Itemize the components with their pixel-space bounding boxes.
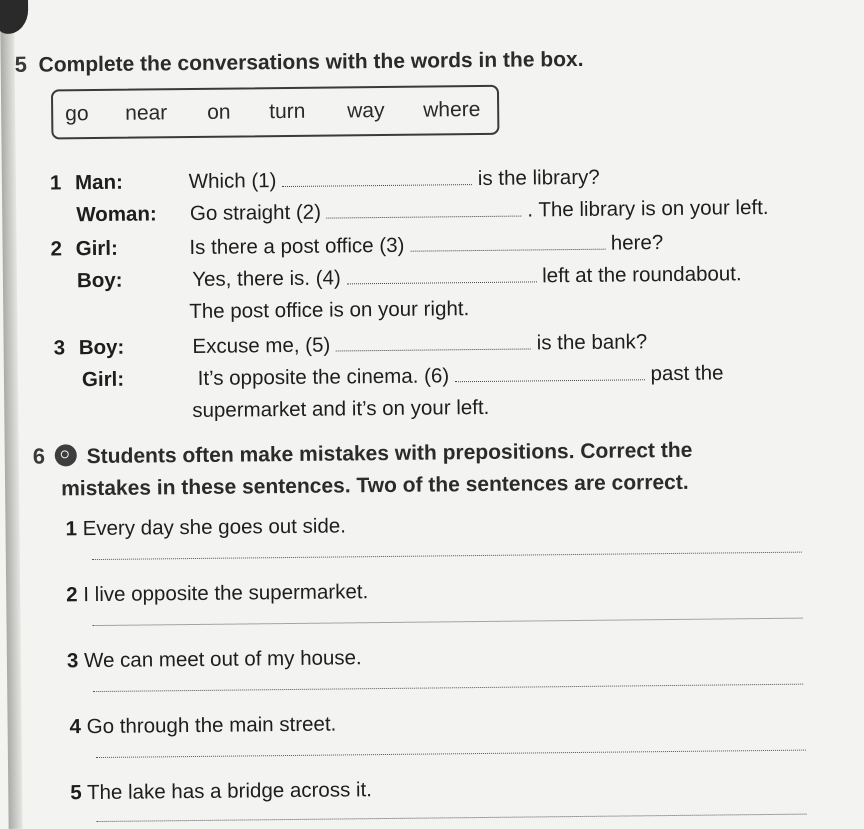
sentence-text: Every day she goes out side.: [82, 514, 347, 541]
conversation-number: 3: [53, 336, 66, 360]
line-text-before: Go straight (2): [189, 200, 322, 226]
speaker-label: Man:: [74, 170, 123, 195]
answer-blank-2[interactable]: [327, 216, 522, 219]
line-text-after: past the: [650, 361, 724, 386]
sentence-number: 3: [66, 649, 79, 673]
sentence-4: [69, 713, 336, 740]
sentence-text: Go through the main street.: [86, 712, 337, 739]
answer-line-2[interactable]: [93, 618, 803, 626]
exercise-6-instruction-line-1: Students often make mistakes with prepositions. Correct the: [86, 438, 693, 469]
sentence-text: I live opposite the supermarket.: [83, 580, 369, 607]
exercise-5-number: 5: [14, 51, 28, 77]
speaker-label: Woman:: [76, 202, 157, 227]
conversation-3-line-1: [54, 330, 648, 360]
target-icon: [55, 444, 77, 466]
conversation-2-line-1: [50, 231, 663, 261]
exercise-6-heading-line-2: [61, 471, 689, 502]
speaker-label: Girl:: [81, 367, 125, 392]
sentence-3: [67, 646, 362, 673]
line-text-before: Is there a post office (3): [189, 233, 405, 260]
continuation-text: The post office is on your right.: [189, 297, 470, 324]
answer-blank-3[interactable]: [410, 249, 605, 252]
line-text-before: Excuse me, (5): [192, 333, 331, 359]
line-text-after: is the library?: [477, 165, 600, 191]
conversation-2-line-2: [77, 262, 742, 293]
answer-line-1[interactable]: [92, 552, 802, 560]
word-on: on: [207, 100, 231, 124]
sentence-5: [70, 778, 372, 805]
answer-blank-5[interactable]: [336, 348, 531, 351]
line-text-before: Yes, there is. (4): [192, 266, 341, 292]
answer-blank-6[interactable]: [455, 379, 645, 382]
answer-line-3[interactable]: [93, 684, 803, 692]
exercise-5-heading: [15, 46, 584, 78]
answer-line-4[interactable]: [96, 750, 806, 758]
line-text-after: left at the roundabout.: [542, 262, 742, 288]
line-text-after: is the bank?: [536, 330, 648, 355]
sentence-number: 2: [66, 583, 78, 607]
speaker-label: Girl:: [75, 236, 118, 261]
word-way: way: [347, 98, 385, 123]
exercise-5-instruction: Complete the conversations with the words in the box.: [38, 47, 584, 77]
word-box: [51, 85, 499, 140]
sentence-text: We can meet out of my house.: [83, 646, 362, 673]
sentence-1: [65, 514, 346, 541]
continuation-text: supermarket and it’s on your left.: [192, 395, 490, 423]
conversation-number: 2: [50, 237, 63, 261]
word-where: where: [423, 97, 481, 122]
exercise-6-heading: [33, 437, 693, 470]
word-go: go: [65, 102, 89, 126]
sentence-number: 1: [65, 517, 78, 541]
sentence-number: 4: [69, 715, 82, 739]
conversation-3-continuation: [192, 396, 489, 423]
line-text-before: It’s opposite the cinema. (6): [197, 364, 450, 390]
speaker-label: Boy:: [76, 268, 123, 293]
corner-decoration: [0, 0, 28, 34]
conversation-number: 1: [49, 171, 62, 195]
page-edge-shadow: [0, 0, 23, 829]
word-near: near: [125, 101, 168, 125]
speaker-label: Boy:: [78, 335, 125, 360]
line-text-before: Which (1): [188, 169, 277, 194]
answer-blank-1[interactable]: [282, 184, 472, 187]
sentence-text: The lake has a bridge across it.: [86, 778, 373, 805]
line-text-after: here?: [610, 231, 664, 255]
sentence-2: [66, 580, 368, 607]
answer-line-5[interactable]: [97, 814, 807, 822]
conversation-3-line-2: [82, 361, 724, 392]
word-turn: turn: [269, 99, 306, 124]
line-text-after: . The library is on your left.: [527, 195, 769, 222]
conversation-2-continuation: [189, 297, 469, 324]
exercise-6-instruction-line-2: mistakes in these sentences. Two of the sentences are correct.: [61, 470, 689, 501]
conversation-1-line-1: [50, 166, 600, 196]
conversation-1-line-2: [76, 196, 769, 227]
exercise-6-number: 6: [32, 443, 46, 469]
answer-blank-4[interactable]: [347, 281, 537, 284]
sentence-number: 5: [70, 781, 82, 805]
